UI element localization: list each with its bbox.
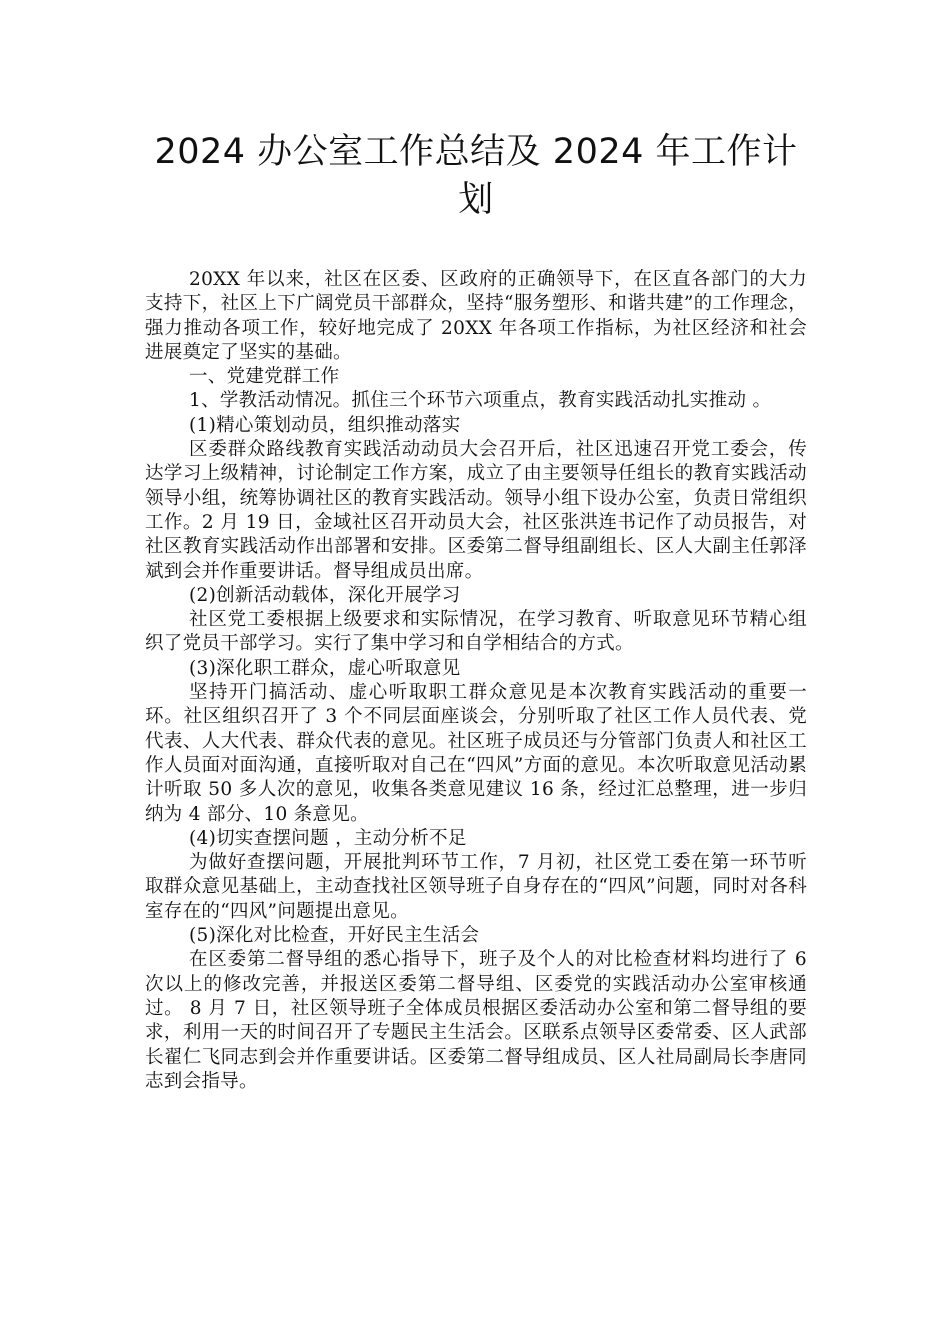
item-heading-1: (1)精心策划动员，组织推动落实: [189, 414, 461, 436]
document-title: [145, 128, 807, 224]
item-heading-4: (4)切实查摆问题 ，主动分析不足: [189, 827, 467, 849]
section-heading-party-building: 一、党建党群工作: [189, 366, 340, 388]
item-paragraph-1: 区委群众路线教育实践活动动员大会召开后，社区迅速召开党工委会，传达学习上级精神，讨论制定工作方案，成立了由主要领导任组长的教育实践活动领导小组，统筹协调社区的教育实践活动。领导小组下设办公室，负责日常组织工作。2 月 19 日，金域社区召开动员大会，社区张洪连书记作了动员报告，对社区教育实践活动作出部署和安排。区委第二督导组副组长、区人大副主任郭泽斌到会并作重要讲话。督导组成员出席。: [145, 439, 807, 582]
document-body: [145, 268, 807, 1094]
subsection-study-activities: 1、学教活动情况。抓住三个环节六项重点，教育实践活动扎实推动 。: [189, 390, 772, 412]
item-heading-2: (2)创新活动载体，深化开展学习: [189, 584, 461, 606]
item-paragraph-2: 社区党工委根据上级要求和实际情况，在学习教育、听取意见环节精心组织了党员干部学习。实行了集中学习和自学相结合的方式。: [145, 609, 807, 655]
intro-paragraph: 20XX 年以来，社区在区委、区政府的正确领导下，在区直各部门的大力支持下，社区上下广阔党员干部群众，坚持“服务塑形、和谐共建”的工作理念，强力推动各项工作，较好地完成了 20XX 年各项工作指标，为社区经济和社会进展奠定了坚实的基础。: [145, 269, 807, 363]
item-paragraph-5: 在区委第二督导组的悉心指导下，班子及个人的对比检查材料均进行了 6 次以上的修改完善，并报送区委第二督导组、区委党的实践活动办公室审核通过。 8 月 7 日，社区领导班子全体成员根据区委活动办公室和第二督导组的要求，利用一天的时间召开了专题民主生活会。区联系点领导区委常委、区人武部长翟仁飞同志到会并作重要讲话。区委第二督导组成员、区人社局副局长李唐同志到会指导。: [145, 949, 807, 1092]
item-heading-3: (3)深化职工群众，虚心听取意见: [189, 657, 461, 679]
item-paragraph-3: 坚持开门搞活动、虚心听取职工群众意见是本次教育实践活动的重要一环。社区组织召开了 3 个不同层面座谈会，分别听取了社区工作人员代表、党代表、人大代表、群众代表的意见。社区班子成员还与分管部门负责人和社区工作人员面对面沟通，直接听取对自己在“四风”方面的意见。本次听取意见活动累计听取 50 多人次的意见，收集各类意见建议 16 条，经过汇总整理，进一步归纳为 4 部分、10 条意见。: [145, 682, 807, 825]
item-paragraph-4: 为做好查摆问题，开展批判环节工作，7 月初，社区党工委在第一环节听取群众意见基础上，主动查找社区领导班子自身存在的“四风”问题，同时对各科室存在的“四风”问题提出意见。: [145, 852, 807, 922]
title-line-2: 划: [458, 180, 494, 220]
item-heading-5: (5)深化对比检查，开好民主生活会: [189, 925, 480, 947]
document-page: [145, 128, 807, 1094]
title-line-1: 2024 办公室工作总结及 2024 年工作计: [154, 132, 798, 172]
